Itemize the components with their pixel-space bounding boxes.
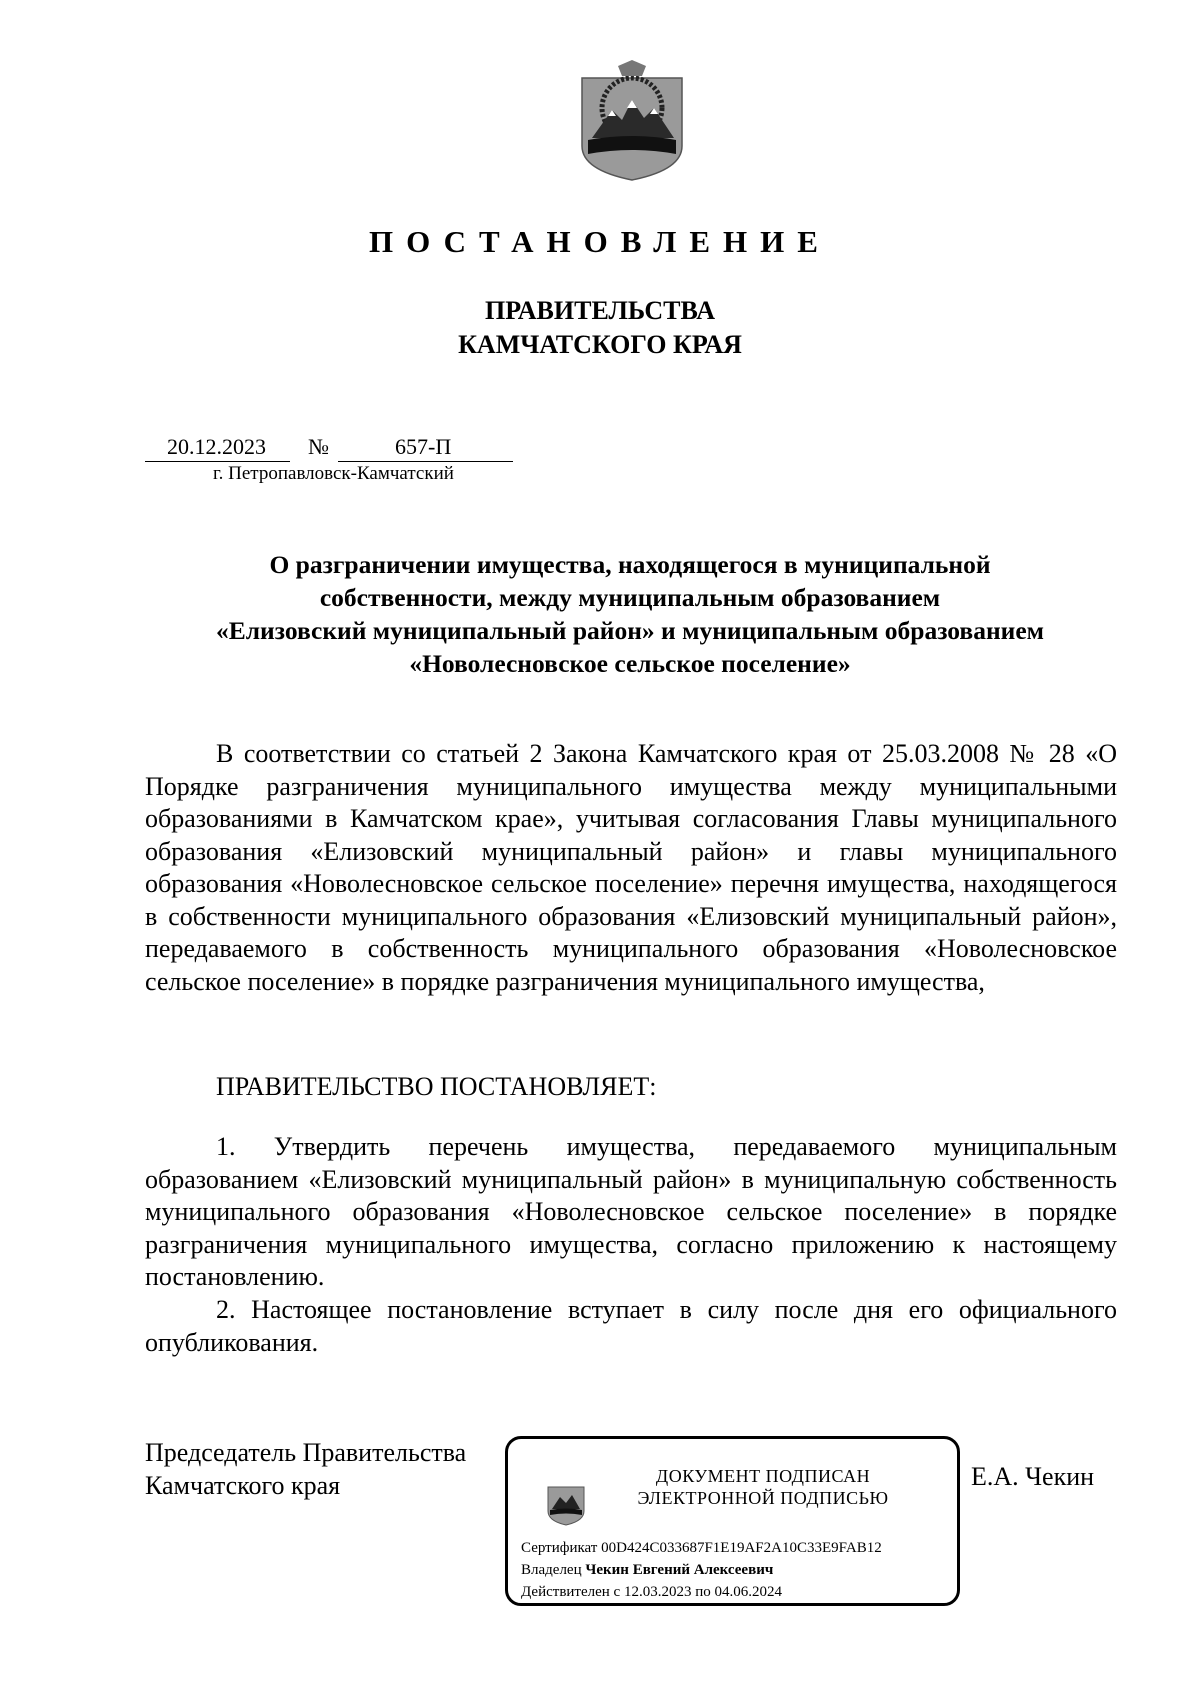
signer-position-line-1: Председатель Правительства xyxy=(145,1438,467,1467)
signer-name: Е.А. Чекин xyxy=(971,1462,1095,1491)
stamp-heading-line-1: ДОКУМЕНТ ПОДПИСАН xyxy=(655,1466,871,1486)
valid-from-label: Действителен с xyxy=(521,1584,621,1600)
stamp-coat-of-arms-icon xyxy=(546,1479,586,1527)
electronic-signature-stamp xyxy=(505,1436,960,1606)
coat-of-arms-icon xyxy=(578,58,686,182)
decree-heading: ПРАВИТЕЛЬСТВО ПОСТАНОВЛЯЕТ: xyxy=(216,1072,657,1101)
certificate-label: Сертификат xyxy=(521,1540,598,1556)
number-underline xyxy=(338,461,513,462)
document-number: 657-П xyxy=(395,434,452,459)
document-title: ПОСТАНОВЛЕНИЕ xyxy=(369,224,831,259)
signer-position-line-2: Камчатского края xyxy=(145,1471,341,1500)
owner-label: Владелец xyxy=(521,1562,582,1578)
authority-line-2: КАМЧАТСКОГО КРАЯ xyxy=(458,330,742,359)
date-underline xyxy=(145,461,290,462)
document-subject xyxy=(145,548,1115,680)
authority-line-1: ПРАВИТЕЛЬСТВА xyxy=(485,296,715,325)
stamp-validity xyxy=(521,1584,782,1601)
subject-line-1: О разграничении имущества, находящегося в муниципальной xyxy=(269,550,991,579)
document-city: г. Петропавловск-Камчатский xyxy=(213,463,454,484)
valid-to-date: 04.06.2024 xyxy=(714,1584,782,1600)
document-date: 20.12.2023 xyxy=(167,434,266,459)
valid-to-label: по xyxy=(695,1584,711,1600)
owner-value: Чекин Евгений Алексеевич xyxy=(585,1562,774,1578)
valid-from-date: 12.03.2023 xyxy=(623,1584,692,1600)
stamp-certificate xyxy=(521,1540,882,1557)
certificate-value: 00D424C033687F1E19AF2A10C33E9FAB12 xyxy=(601,1540,882,1556)
number-sign: № xyxy=(308,434,329,459)
subject-line-4: «Новолесновское сельское поселение» xyxy=(409,649,851,678)
signer-position xyxy=(145,1436,466,1502)
issuing-authority xyxy=(0,294,1200,362)
decree-item-2: 2. Настоящее постановление вступает в силу после дня его официального опубликования. xyxy=(145,1295,1117,1357)
stamp-heading xyxy=(613,1465,913,1509)
stamp-heading-line-2: ЭЛЕКТРОННОЙ ПОДПИСЬЮ xyxy=(637,1488,889,1508)
subject-line-2: собственности, между муниципальным образованием xyxy=(319,583,941,612)
stamp-owner xyxy=(521,1562,773,1579)
decree-item-1: 1. Утвердить перечень имущества, передаваемого муниципальным образованием «Елизовский муниципальный район» в муниципальную собственность муниципального образования «Новолесновское сельское поселение» в порядке разграничения муниципального имущества, согласно приложению к настоящему постановлению. xyxy=(145,1132,1117,1291)
subject-line-3: «Елизовский муниципальный район» и муниципальным образованием xyxy=(215,616,1045,645)
preamble-paragraph: В соответствии со статьей 2 Закона Камчатского края от 25.03.2008 № 28 «О Порядке разграничения муниципального имущества между муниципальными образованиями в Камчатском крае», учитывая согласования Главы муниципального образования «Елизовский муниципальный район» и главы муниципального образования «Новолесновское сельское поселение» перечня имущества, находящегося в собственности муниципального образования «Елизовский муниципальный район», передаваемого в собственность муниципального образования «Новолесновское сельское поселение» в порядке разграничения муниципального имущества, xyxy=(145,739,1117,996)
